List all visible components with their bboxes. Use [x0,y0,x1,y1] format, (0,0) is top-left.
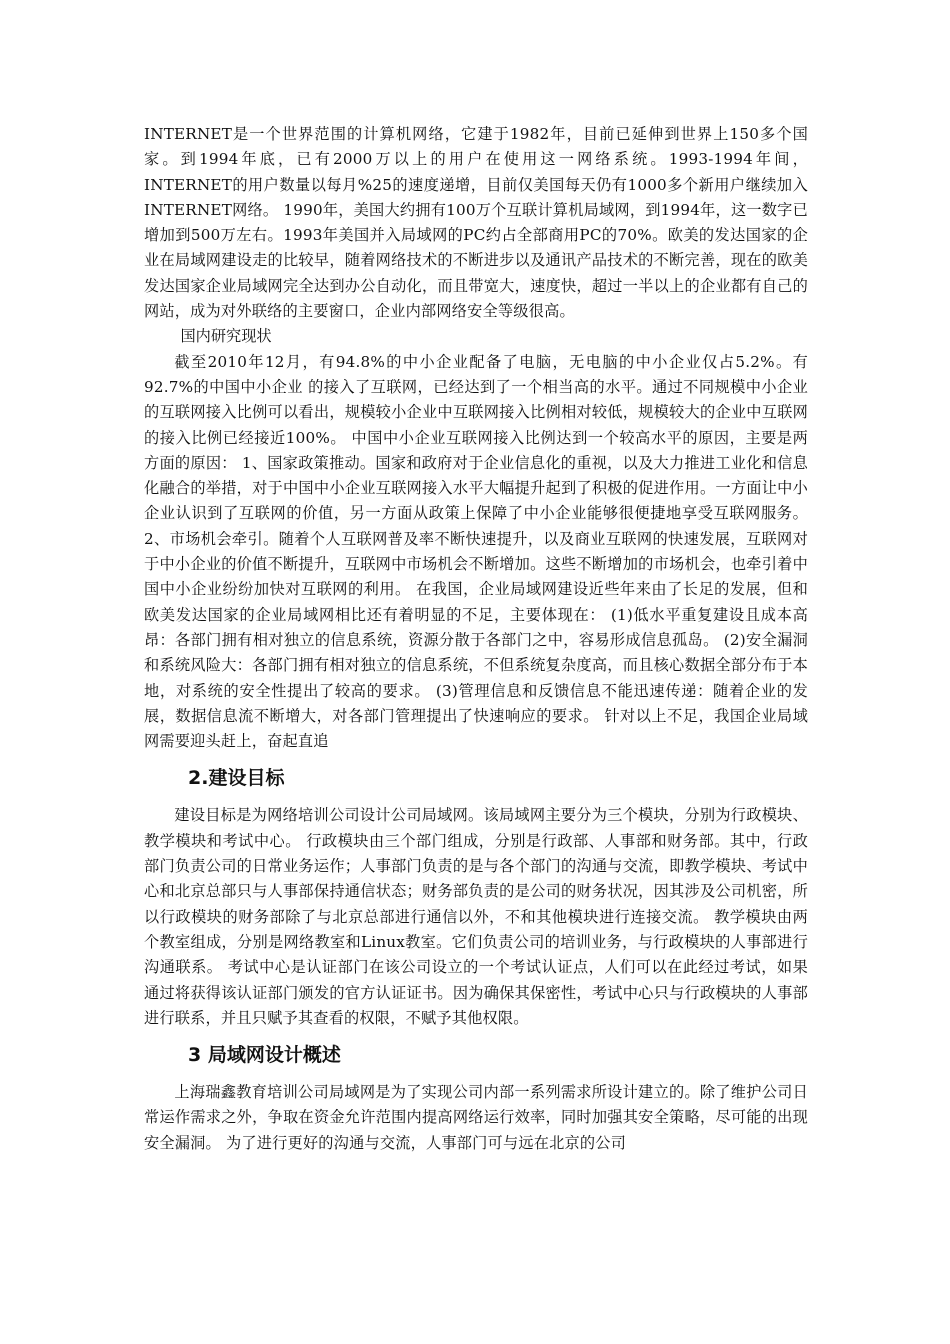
document-page [144,122,808,1156]
section-heading-overview: 3 局域网设计概述 [188,1044,341,1067]
section-heading-goal: 2.建设目标 [188,767,285,790]
intro-paragraph: INTERNET是一个世界范围的计算机网络，它建于1982年，目前已延伸到世界上150多个国家。到1994年底，已有2000万以上的用户在使用这一网络系统。1993-1994年间，INTERNET的用户数量以每月%25的速度递增，目前仅美国每天仍有1000多个新用户继续加入INTERNET网络。 1990年，美国大约拥有100万个互联计算机局域网，到1994年，这一数字已增加到500万左右。1993年美国并入局域网的PC约占全部商用PC的70%。欧美的发达国家的企业在局域网建设走的比较早，随着网络技术的不断进步以及通讯产品技术的不断完善，现在的欧美发达国家企业局域网完全达到办公自动化，而且带宽大，速度快，超过一半以上的企业都有自己的网站，成为对外联络的主要窗口，企业内部网络安全等级很高。 [144,125,808,321]
overview-paragraph: 上海瑞鑫教育培训公司局域网是为了实现公司内部一系列需求所设计建立的。除了维护公司日常运作需求之外，争取在资金允许范围内提高网络运行效率，同时加强其安全策略，尽可能的出现安全漏洞。 为了进行更好的沟通与交流，人事部门可与远在北京的公司 [144,1083,808,1152]
domestic-research-paragraph: 截至2010年12月，有94.8%的中小企业配备了电脑，无电脑的中小企业仅占5.2%。有92.7%的中国中小企业 的接入了互联网，已经达到了一个相当高的水平。通过不同规模中小企业的互联网接入比例可以看出，规模较小企业中互联网接入比例相对较低，规模较大的企业中互联网的接入比例已经接近100%。 中国中小企业互联网接入比例达到一个较高水平的原因，主要是两方面的原因： 1、国家政策推动。国家和政府对于企业信息化的重视，以及大力推进工业化和信息化融合的举措，对于中国中小企业互联网接入水平大幅提升起到了积极的促进作用。一方面让中小企业认识到了互联网的价值，另一方面从政策上保障了中小企业能够很便捷地享受互联网服务。 2、市场机会牵引。随着个人互联网普及率不断快速提升，以及商业互联网的快速发展，互联网对于中小企业的价值不断提升，互联网中市场机会不断增加。这些不断增加的市场机会，也牵引着中国中小企业纷纷加快对互联网的利用。 在我国，企业局域网建设近些年来由了长足的发展，但和欧美发达国家的企业局域网相比还有着明显的不足，主要体现在： (1)低水平重复建设且成本高昂：各部门拥有相对独立的信息系统，资源分散于各部门之中，容易形成信息孤岛。 (2)安全漏洞和系统风险大：各部门拥有相对独立的信息系统，不但系统复杂度高，而且核心数据全部分布于本地，对系统的安全性提出了较高的要求。 (3)管理信息和反馈信息不能迅速传递：随着企业的发展，数据信息流不断增大，对各部门管理提出了快速响应的要求。 针对以上不足，我国企业局域网需要迎头赶上，奋起直追 [144,352,808,751]
goal-paragraph: 建设目标是为网络培训公司设计公司局域网。该局域网主要分为三个模块，分别为行政模块、教学模块和考试中心。 行政模块由三个部门组成，分别是行政部、人事部和财务部。其中，行政部门负责公司的日常业务运作；人事部门负责的是与各个部门的沟通与交流，即教学模块、考试中心和北京总部只与人事部保持通信状态；财务部负责的是公司的财务状况，因其涉及公司机密，所以行政模块的财务部除了与北京总部进行通信以外，不和其他模块进行连接交流。 教学模块由两个教室组成，分别是网络教室和Linux教室。它们负责公司的培训业务，与行政模块的人事部进行沟通联系。 考试中心是认证部门在该公司设立的一个考试认证点，人们可以在此经过考试，如果通过将获得该认证部门颁发的官方认证证书。因为确保其保密性，考试中心只与行政模块的人事部进行联系，并且只赋予其查看的权限，不赋予其他权限。 [144,806,808,1027]
domestic-research-subtitle: 国内研究现状 [180,327,272,346]
